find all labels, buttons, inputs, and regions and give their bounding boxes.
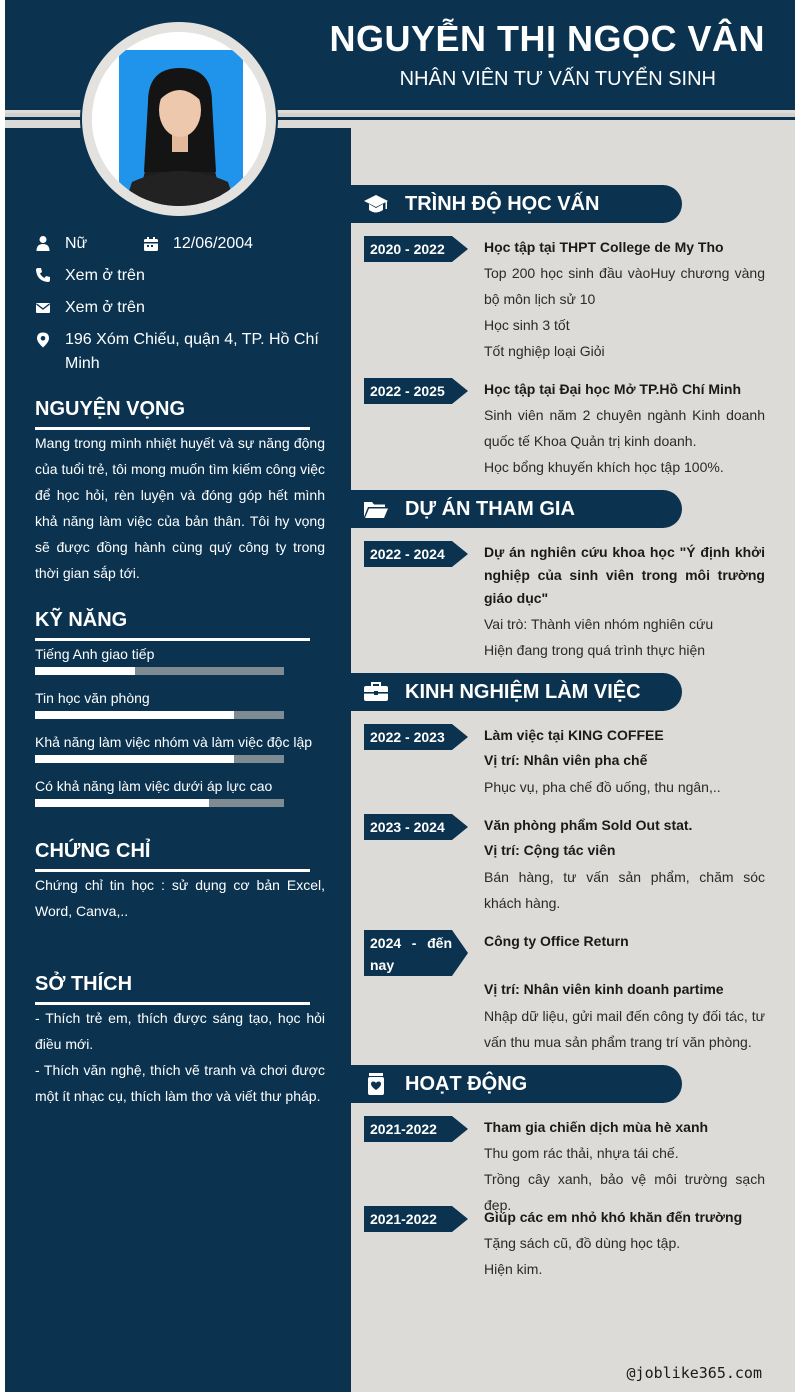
activities-section-header [351, 1065, 682, 1103]
period-text: 2021-2022 [370, 1121, 437, 1137]
address-value: 196 Xóm Chiếu, quận 4, TP. Hồ Chí Minh [65, 331, 319, 372]
certificates-heading: CHỨNG CHỈ [35, 840, 310, 872]
period-badge [364, 1206, 468, 1232]
skill-label: Có khả năng làm việc dưới áp lực cao [35, 778, 273, 794]
skills-heading: KỸ NĂNG [35, 609, 310, 641]
phone-value: Xem ở trên [65, 267, 145, 284]
period-badge [364, 814, 468, 840]
period-badge [364, 236, 468, 262]
entry-line: Học sinh 3 tốt [484, 317, 570, 333]
objective-text: Mang trong mình nhiệt huyết và sự năng động của tuổi trẻ, tôi mong muốn tìm kiếm công việc để học hỏi, rèn luyện và đóng góp hết mình khả năng làm việc của bản thân. Tôi hy vọng sẽ được đồng hành cùng quý công ty trong thời gian sắp tới. [35, 435, 325, 581]
entry-heading: Văn phòng phẩm Sold Out stat. [484, 817, 693, 833]
entry-line: Học bổng khuyến khích học tập 100%. [484, 459, 724, 475]
objective-heading: NGUYỆN VỌNG [35, 398, 310, 430]
hobby-line: - Thích trẻ em, thích được sáng tạo, học hỏi điều mới. [35, 1010, 325, 1052]
period-text: 2020 - 2022 [370, 241, 445, 257]
hobbies-heading: SỞ THÍCH [35, 973, 310, 1005]
entry-line: Trồng cây xanh, bảo vệ môi trường sạch đẹp. [484, 1171, 765, 1213]
entry-line: Hiện đang trong quá trình thực hiện [484, 642, 706, 658]
period-badge [364, 1116, 468, 1142]
entry-heading: Dự án nghiên cứu khoa học "Ý định khởi nghiệp của sinh viên trong môi trường giáo dục" [484, 544, 765, 606]
entry-line: Vai trò: Thành viên nhóm nghiên cứu [484, 616, 714, 632]
projects-title: DỰ ÁN THAM GIA [405, 498, 575, 520]
entry-heading: Học tập tại Đại học Mở TP.Hồ Chí Minh [484, 381, 742, 397]
jar-heart-icon [363, 1071, 389, 1097]
education-section-header [351, 185, 682, 223]
entry-line: Top 200 học sinh đầu vàoHuy chương vàng bộ môn lịch sử 10 [484, 265, 765, 307]
skill-fill [35, 799, 209, 807]
period-text: 2021-2022 [370, 1211, 437, 1227]
profile-photo [92, 32, 266, 206]
phone-icon [35, 267, 51, 283]
education-title: TRÌNH ĐỘ HỌC VẤN [405, 193, 600, 215]
period-text: 2022 - 2024 [370, 546, 445, 562]
entry-line: Phục vụ, pha chế đồ uống, thu ngân,.. [484, 779, 721, 795]
entry-line: Sinh viên năm 2 chuyên ngành Kinh doanh quốc tế Khoa Quản trị kinh doanh. [484, 407, 765, 449]
period-badge [364, 724, 468, 750]
job-title: NHÂN VIÊN TƯ VẤN TUYỂN SINH [399, 68, 716, 90]
graduation-cap-icon [363, 191, 389, 217]
briefcase-icon [363, 679, 389, 705]
entry-position: Vị trí: Cộng tác viên [484, 842, 616, 858]
experience-title: KINH NGHIỆM LÀM VIỆC [405, 681, 641, 703]
experience-section-header [351, 673, 682, 711]
portrait-illustration [92, 32, 266, 206]
entry-line: Thu gom rác thải, nhựa tái chế. [484, 1145, 679, 1161]
user-icon [35, 235, 51, 251]
watermark: @joblike365.com [626, 1364, 762, 1382]
skill-fill [35, 667, 135, 675]
entry-position: Vị trí: Nhân viên kinh doanh partime [484, 981, 724, 997]
entry-heading: Giúp các em nhỏ khó khăn đến trường [484, 1209, 743, 1225]
entry-line: Tốt nghiệp loại Giỏi [484, 343, 605, 359]
calendar-icon [143, 236, 159, 252]
certificates-text: Chứng chỉ tin học : sử dụng cơ bản Excel, Word, Canva,.. [35, 877, 325, 919]
entry-line: Nhập dữ liệu, gửi mail đến công ty đối tác, tư vấn thu mua sản phẩm trang trí văn phòng. [484, 1008, 765, 1050]
period-text: 2024 - đến nay [370, 935, 452, 973]
entry-line: Bán hàng, tư vấn sản phẩm, chăm sóc khách hàng. [484, 869, 765, 911]
folder-icon [363, 496, 389, 522]
hobby-line: - Thích văn nghệ, thích vẽ tranh và chơi được một ít nhạc cụ, thích làm thơ và viết thư pháp. [35, 1062, 325, 1104]
entry-heading: Công ty Office Return [484, 933, 629, 949]
skill-bar [35, 667, 284, 675]
skill-fill [35, 755, 234, 763]
skill-label: Khả năng làm việc nhóm và làm việc độc lập [35, 734, 313, 750]
skill-label: Tiếng Anh giao tiếp [35, 646, 155, 662]
period-text: 2022 - 2025 [370, 383, 445, 399]
period-badge [364, 930, 468, 978]
skill-bar [35, 799, 284, 807]
skill-fill [35, 711, 234, 719]
entry-position: Vị trí: Nhân viên pha chế [484, 752, 648, 768]
avatar [80, 20, 278, 218]
birthday-value: 12/06/2004 [173, 235, 254, 252]
skill-bar [35, 755, 284, 763]
gender-value: Nữ [65, 235, 88, 252]
entry-line: Tặng sách cũ, đồ dùng học tập. [484, 1235, 681, 1251]
email-icon [35, 300, 51, 316]
skill-bar [35, 711, 284, 719]
skill-label: Tin học văn phòng [35, 690, 150, 706]
period-badge [364, 378, 468, 404]
activities-title: HOẠT ĐỘNG [405, 1073, 528, 1095]
entry-heading: Tham gia chiến dịch mùa hè xanh [484, 1119, 709, 1135]
entry-line: Hiện kim. [484, 1261, 543, 1277]
period-text: 2023 - 2024 [370, 819, 445, 835]
location-pin-icon [35, 332, 51, 348]
candidate-name: NGUYỄN THỊ NGỌC VÂN [329, 18, 765, 59]
entry-heading: Làm việc tại KING COFFEE [484, 727, 664, 743]
period-badge [364, 541, 468, 567]
period-text: 2022 - 2023 [370, 729, 445, 745]
email-value: Xem ở trên [65, 299, 145, 316]
cv-page [5, 0, 795, 1392]
entry-heading: Học tập tại THPT College de My Tho [484, 239, 724, 255]
projects-section-header [351, 490, 682, 528]
